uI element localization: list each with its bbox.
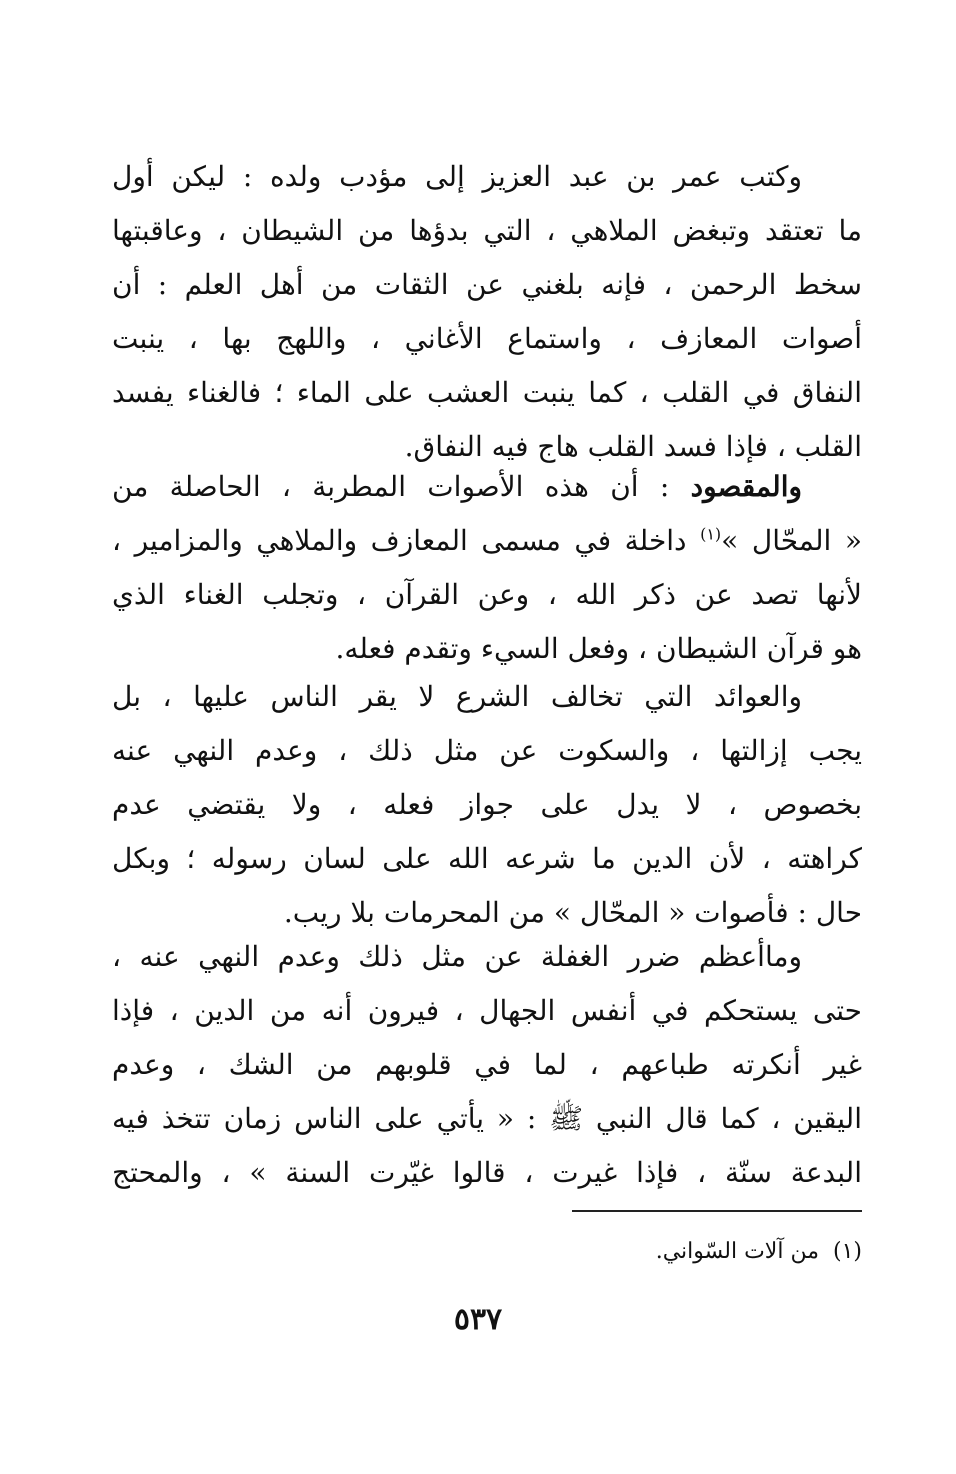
text-line: القلب ، فإذا فسد القلب هاج فيه النفاق. — [404, 430, 862, 463]
text-line: النفاق في القلب ، كما ينبت العشب على الماء ؛ فالغناء يفسد — [112, 376, 862, 409]
paragraph-4 — [112, 930, 862, 1200]
text-line: أصوات المعازف ، واستماع الأغاني ، واللهج بها ، ينبت — [112, 322, 862, 355]
text-line: وكتب عمر بن عبد العزيز إلى مؤدب ولده : ليكن أول — [112, 160, 802, 193]
text-line — [112, 514, 862, 568]
text-line: حتى يستحكم في أنفس الجهال ، فيرون أنه من الدين ، فإذا — [112, 994, 862, 1027]
page-number: ٥٣٧ — [453, 1302, 503, 1337]
quoted-term: « المحّال » — [721, 524, 862, 557]
paragraph-3 — [112, 670, 862, 940]
text-line: والعوائد التي تخالف الشرع لا يقر الناس عليها ، بل — [112, 680, 802, 713]
text-line: غير أنكرته طباعهم ، لما في قلوبهم من الشك ، وعدم — [112, 1048, 862, 1081]
footnote-reference: (١) — [700, 524, 722, 544]
text-line: لأنها تصد عن ذكر الله ، وعن القرآن ، وتجلب الغناء الذي — [112, 578, 862, 611]
footnote-divider — [572, 1210, 862, 1212]
text-line: يجب إزالتها ، والسكوت عن مثل ذلك ، وعدم النهي عنه — [112, 734, 862, 767]
paragraph-2 — [112, 460, 862, 676]
text-line: هو قرآن الشيطان ، وفعل السيء وتقدم فعله. — [335, 632, 862, 665]
footnote — [400, 1232, 862, 1272]
paragraph-1 — [112, 150, 862, 474]
text-line — [112, 460, 862, 514]
text-line: بخصوص ، لا يدل على جواز فعله ، ولا يقتضي عدم — [112, 788, 862, 821]
text-line: سخط الرحمن ، فإنه بلغني عن الثقات من أهل العلم : أن — [112, 268, 862, 301]
footnote-number: (١) — [832, 1239, 862, 1264]
text-line: اليقين ، كما قال النبي ﷺ : « يأتي على الناس زمان تتخذ فيه — [112, 1102, 862, 1135]
text-segment: داخلة في مسمى المعازف والملاهي والمزامير ، — [112, 524, 701, 557]
text-line: كراهته ، لأن الدين ما شرعه الله على لسان رسوله ؛ وبكل — [112, 842, 862, 875]
text-line: البدعة سنّة ، فإذا غيرت ، قالوا غيّرت السنة » ، والمحتج — [112, 1156, 862, 1189]
footnote-text: من آلات السّواني. — [655, 1239, 819, 1264]
text-segment: : أن هذه الأصوات المطربة ، الحاصلة من — [112, 470, 691, 503]
text-line: ما تعتقد وتبغض الملاهي ، التي بدؤها من الشيطان ، وعاقبتها — [112, 214, 862, 247]
text-line: حال : فأصوات « المحّال » من المحرمات بلا ريب. — [283, 896, 862, 929]
bold-lead-word: والمقصود — [690, 470, 802, 503]
text-line: وماأعظم ضرر الغفلة عن مثل ذلك وعدم النهي عنه ، — [112, 940, 802, 973]
